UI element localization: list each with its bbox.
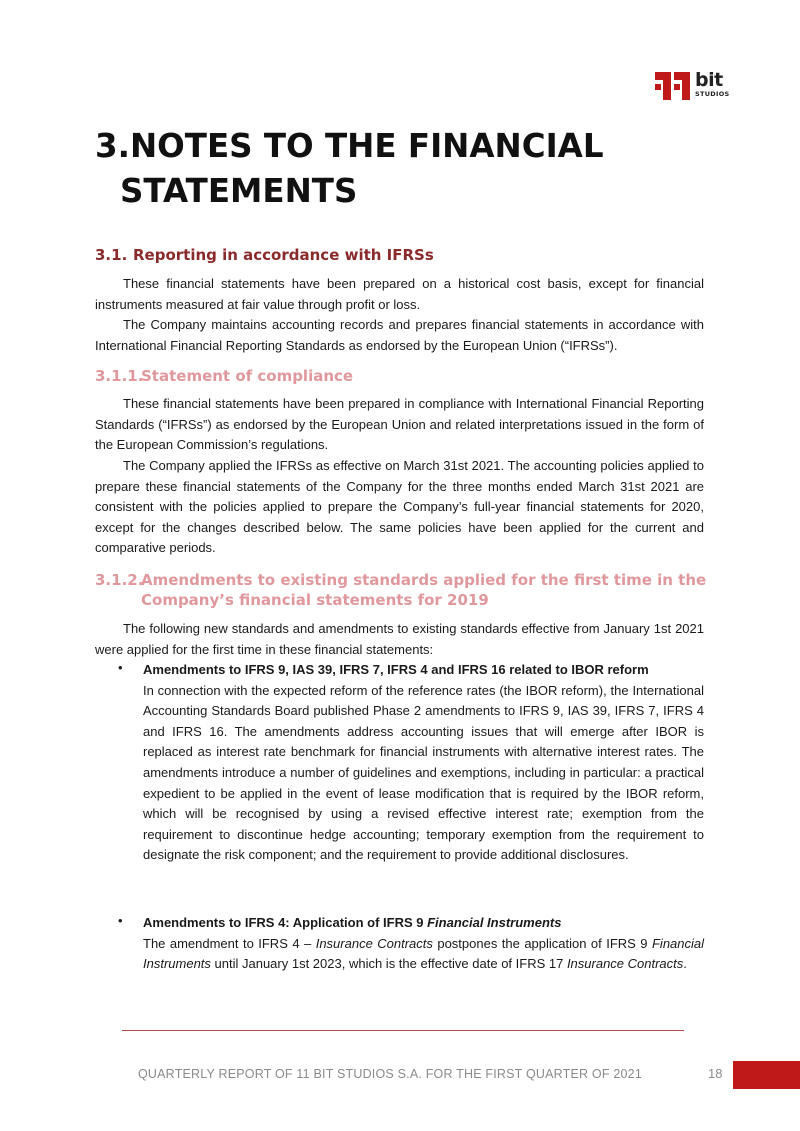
bullet-text-5: until January 1st 2023, which is the effective date of IFRS 17: [210, 956, 567, 972]
section-3-1-1-heading: [95, 366, 353, 386]
section-3-1-2-heading: [95, 570, 706, 610]
section-number: 3.1.1.: [95, 367, 144, 385]
bullet-icon: •: [118, 660, 123, 675]
bullet-title-a: Amendments to IFRS 4: Application of IFRS 9: [143, 915, 428, 930]
bullet-text-2: Insurance Contracts: [315, 935, 433, 951]
s31-paragraph-2: The Company maintains accounting records and prepares financial statements in accordance with International Financial Reporting Standards as endorsed by the European Union (“IFRSs”).: [95, 317, 704, 353]
bullet-title: Amendments to IFRS 9, IAS 39, IFRS 7, IFRS 4 and IFRS 16 related to IBOR reform: [143, 662, 649, 677]
logo-sub: STUDIOS: [695, 90, 730, 98]
footer-accent-bar: [733, 1061, 800, 1089]
s311-paragraph-2: The Company applied the IFRSs as effective on March 31st 2021. The accounting policies applied to prepare these financial statements of the Company for the three months ended March 31st 2021 are consistent with the policies applied to prepare the Company’s full-year financial statements for 2020, except for the changes described below. The same policies have been applied for the current and comparative periods.: [95, 458, 704, 556]
bullet-text-3: postpones the application of IFRS 9: [432, 935, 652, 951]
bullet-item-1: [143, 660, 704, 866]
section-number: 3.1.2.: [95, 571, 144, 589]
s311-paragraph-1: These financial statements have been prepared in compliance with International Financial Reporting Standards (“IFRSs”) as endorsed by the European Union and related interpretations issued in the form of the European Commission’s regulations.: [95, 396, 704, 453]
bullet-text: In connection with the expected reform of the reference rates (the IBOR reform), the International Accounting Standards Board published Phase 2 amendments to IFRS 9, IAS 39, IFRS 7, IFRS 4 and IFRS 16. The amendments address accounting issues that will emerge after IBOR is replaced as interest rate benchmark for financial instruments with alternative interest rates. The amendments introduce a number of guidelines and exemptions, including in particular: a practical expedient to be applied in the event of lease modification that is required by the IBOR reform, which will be recognised by using a revised effective interest rate; exemption from the requirement to discontinue hedge accounting; temporary exemption from the requirement to designate the risk component; and the requirement to provide additional disclosures.: [143, 682, 704, 863]
bullet-text-7: .: [683, 956, 687, 972]
bullet-text-4: Financial Instruments: [143, 935, 705, 972]
bullet-text-1: The amendment to IFRS 4 –: [143, 935, 316, 951]
section-title: Statement of compliance: [141, 367, 354, 385]
page-number: 18: [708, 1066, 723, 1081]
s31-paragraph-1: These financial statements have been prepared on a historical cost basis, except for financial instruments measured at fair value through profit or loss.: [95, 276, 704, 312]
bullet-title-b: Financial Instruments: [427, 915, 562, 930]
logo-word: bit: [695, 69, 723, 91]
bullet-text-6: Insurance Contracts: [566, 956, 684, 972]
bullet-title: [143, 913, 704, 934]
footer-divider: [122, 1030, 684, 1031]
section-3-1-heading: [95, 246, 434, 264]
s312-paragraph-1: The following new standards and amendments to existing standards effective from January 1st 2021 were applied for the first time in these financial statements:: [95, 621, 704, 657]
bullet-icon: •: [118, 913, 123, 928]
section-title-line-1: Amendments to existing standards applied for the first time in the: [141, 571, 707, 589]
bullet-text: [143, 934, 704, 975]
title-line-2: STATEMENTS: [120, 172, 358, 210]
bullet-item-2: [143, 913, 704, 975]
section-number: 3.1.: [95, 246, 128, 264]
section-title: Reporting in accordance with IFRSs: [133, 246, 434, 264]
footer-text: QUARTERLY REPORT OF 11 BIT STUDIOS S.A. FOR THE FIRST QUARTER OF 2021: [138, 1067, 642, 1081]
title-line-1: 3.NOTES TO THE FINANCIAL: [95, 127, 604, 165]
section-title-line-2: Company’s financial statements for 2019: [141, 591, 489, 609]
page-title: [95, 124, 715, 214]
